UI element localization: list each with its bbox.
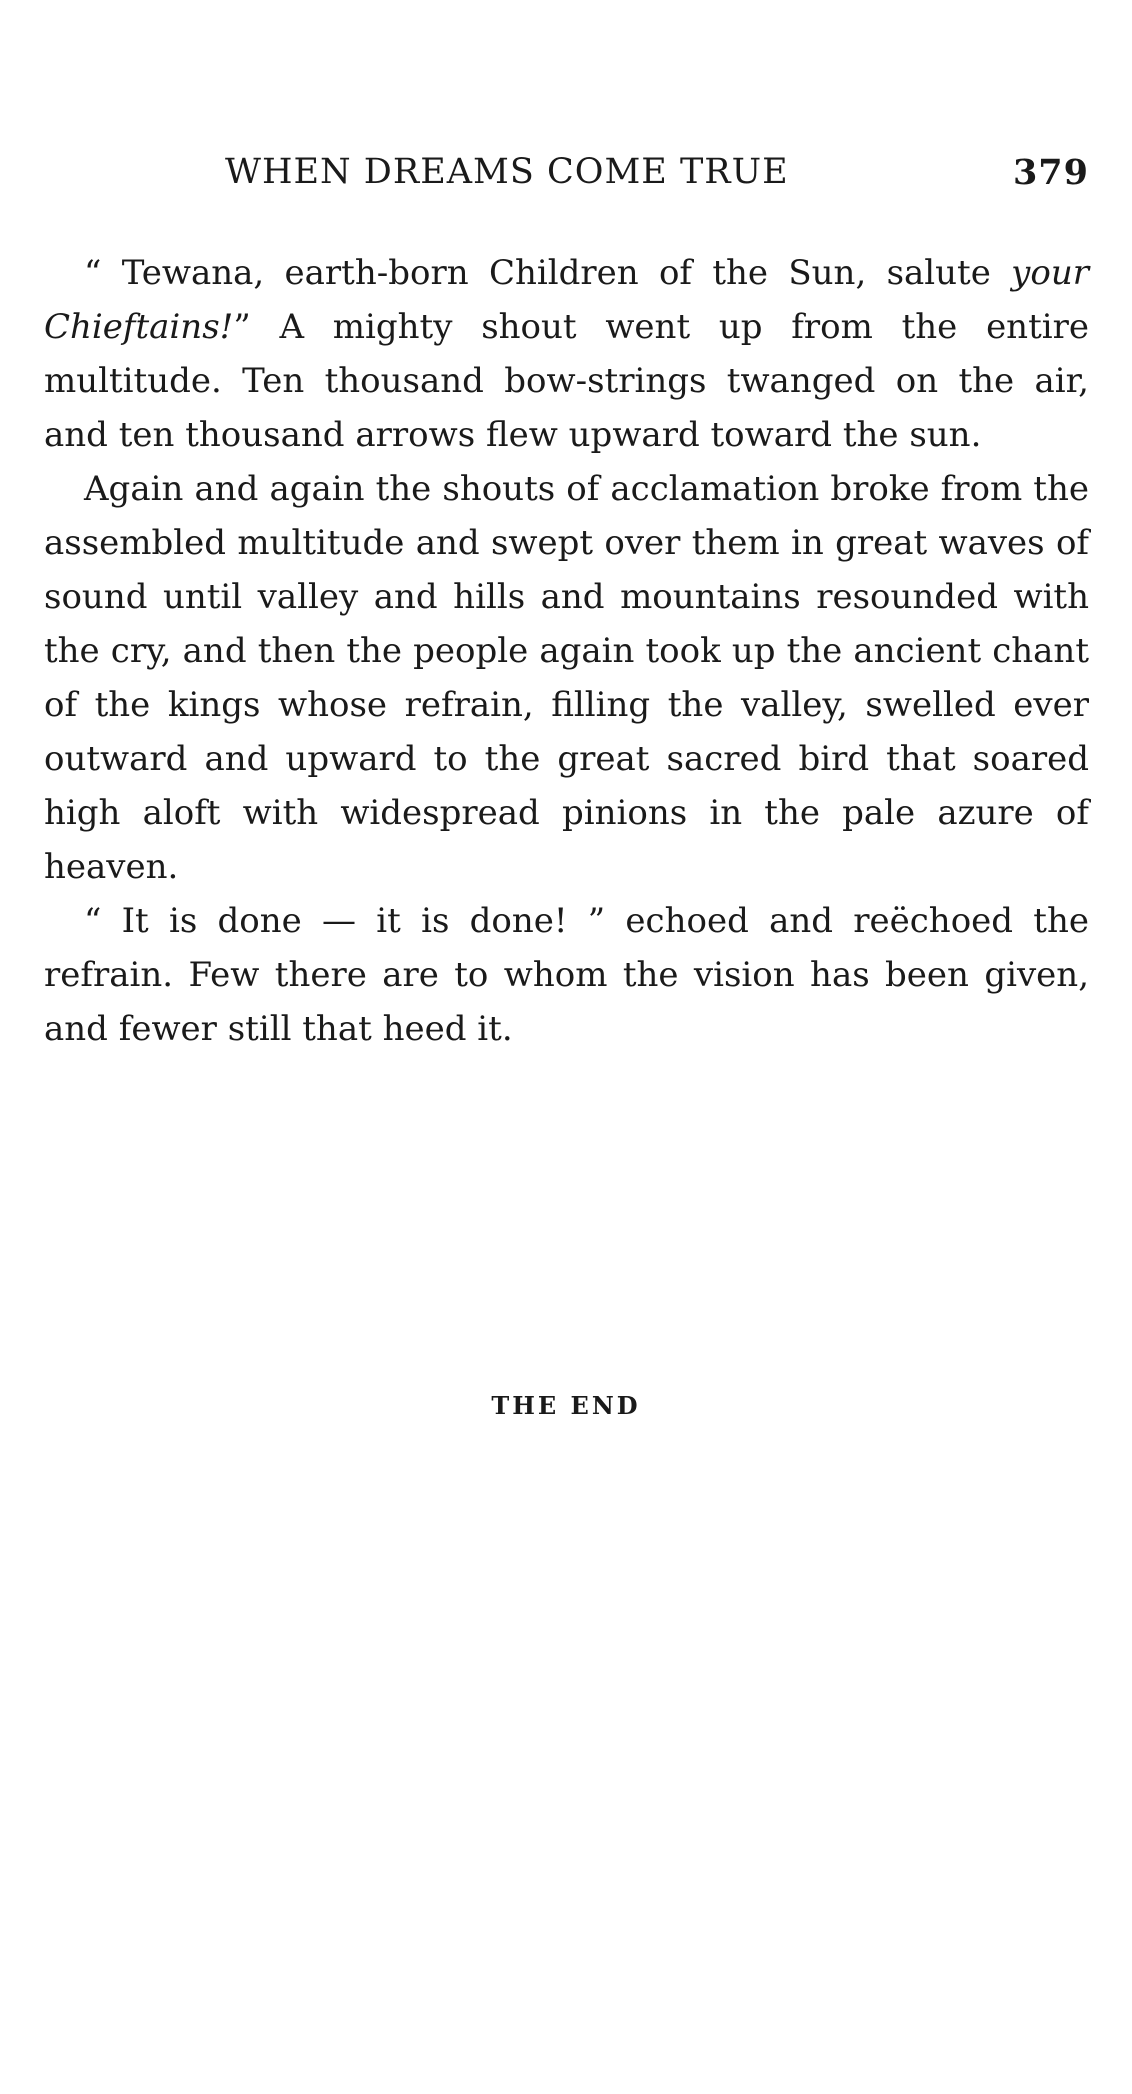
body-text: [44, 246, 1089, 1056]
the-end-mark: THE END: [491, 1391, 641, 1420]
paragraph-1-italic: your Chieftains!: [44, 253, 1089, 347]
paragraph-1-lead: “ Tewana, earth-born Children of the Sun, salute: [84, 253, 1012, 293]
running-title: WHEN DREAMS COME TRUE: [225, 152, 789, 192]
paragraph-1-rest: ” A mighty shout went up from the entire multitude. Ten thousand bow-strings twanged on the air, and ten thousand arrows flew upward toward the sun.: [44, 307, 1089, 455]
paragraph-1: [44, 246, 1089, 462]
running-head: [44, 152, 1089, 202]
paragraph-3: “ It is done — it is done! ” echoed and reëchoed the refrain. Few there are to whom the vision has been given, and fewer still that heed it.: [44, 901, 1089, 1049]
paragraph-2: Again and again the shouts of acclamation broke from the assembled multitude and swept over them in great waves of sound until valley and hills and mountains resounded with the cry, and then the people again took up the ancient chant of the kings whose refrain, filling the valley, swelled ever outward and upward to the great sacred bird that soared high aloft with widespread pinions in the pale azure of heaven.: [44, 469, 1089, 887]
page-number: 379: [1012, 152, 1089, 193]
